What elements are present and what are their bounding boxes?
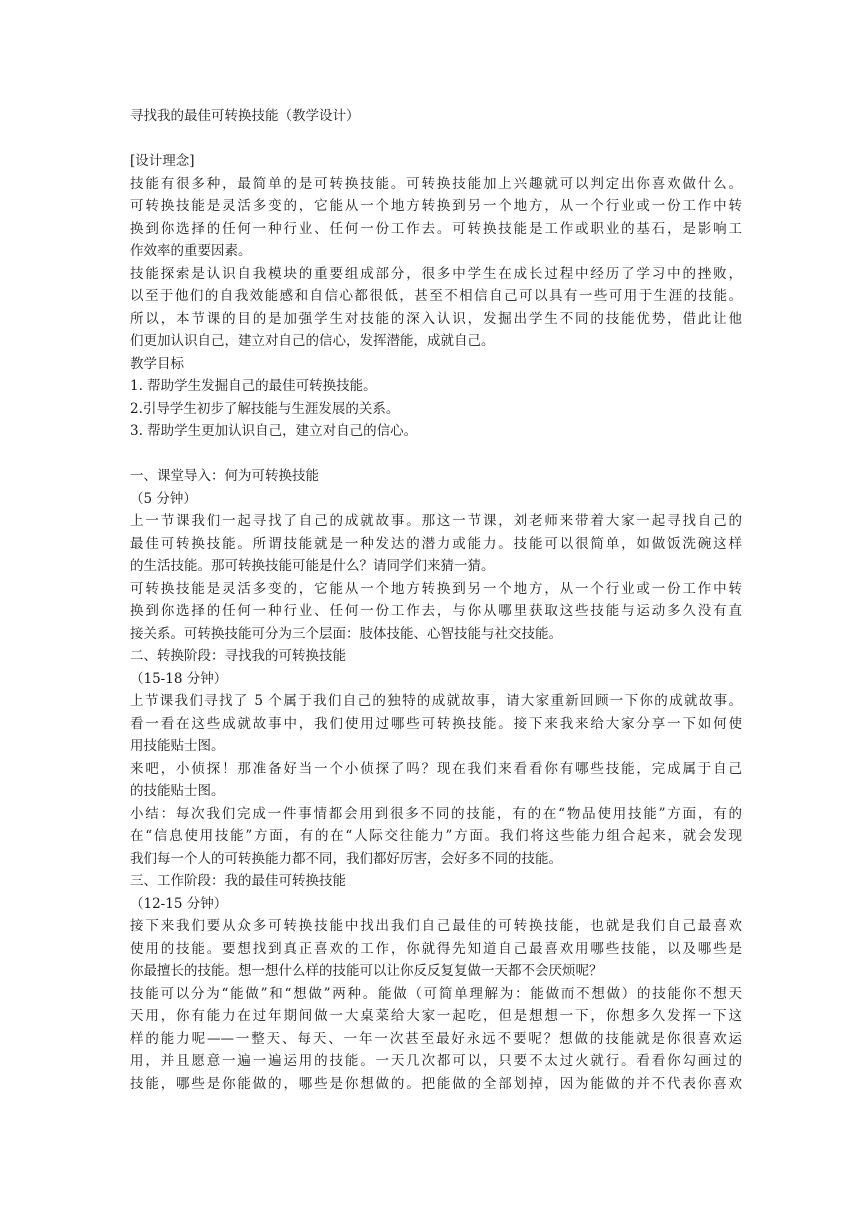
- text-line: 接下来我们要从众多可转换技能中找出我们自己最佳的可转换技能，也就是我们自己最喜欢: [130, 918, 742, 934]
- text-line: 技能，哪些是你能做的，哪些是你想做的。把能做的全部划掉，因为能做的并不代表你喜欢: [130, 1075, 742, 1092]
- text-line: 所以，本节课的目的是加强学生对技能的深入认识，发掘出学生不同的技能优势，借此让他: [130, 310, 742, 327]
- text-line: 上节课我们寻找了 5 个属于我们自己的独特的成就故事，请大家重新回顾一下你的成就故事。: [130, 693, 742, 709]
- text-line: 接关系。可转换技能可分为三个层面：肢体技能、心智技能与社交技能。: [130, 625, 562, 642]
- text-line: 一、课堂导入：何为可转换技能: [130, 468, 319, 484]
- text-line: 3. 帮助学生更加认识自己，建立对自己的信心。: [130, 423, 418, 439]
- text-line: 最佳可转换技能。所谓技能就是一种发达的潜力或能力。技能可以很简单，如做饭洗碗这样: [130, 535, 742, 552]
- text-line: （12-15 分钟）: [130, 895, 228, 912]
- text-line: 三、工作阶段：我的最佳可转换技能: [130, 873, 346, 889]
- text-line: 技能有很多种，最简单的是可转换技能。可转换技能加上兴趣就可以判定出你喜欢做什么。: [130, 175, 742, 192]
- text-line: （15-18 分钟）: [130, 670, 228, 687]
- text-line: 们更加认识自己，建立对自己的信心，发挥潜能，成就自己。: [130, 333, 495, 349]
- text-line: 教学目标: [130, 355, 184, 372]
- text-line: 在“信息使用技能”方面，有的在“人际交往能力”方面。我们将这些能力组合起来，就会发现: [130, 828, 742, 844]
- text-line: （5 分钟）: [130, 490, 197, 507]
- text-line: 你最擅长的技能。想一想什么样的技能可以让你反反复复做一天都不会厌烦呢？: [130, 963, 603, 979]
- text-line: 用，并且愿意一遍一遍运用的技能。一天几次都可以，只要不太过火就行。看看你勾画过的: [130, 1053, 742, 1069]
- text-line: 上一节课我们一起寻找了自己的成就故事。那这一节课，刘老师来带着大家一起寻找自己的: [130, 513, 742, 529]
- text-line: 天用，你有能力在过年期间做一大桌菜给大家一起吃，但是想想一下，你想多久发挥一下这: [130, 1008, 742, 1024]
- text-line: 换到你选择的任何一种行业、任何一份工作去。可转换技能是工作或职业的基石，是影响工: [130, 220, 742, 237]
- text-line: 小结：每次我们完成一件事情都会用到很多不同的技能，有的在“物品使用技能”方面，有的: [130, 805, 742, 822]
- text-line: 作效率的重要因素。: [130, 243, 252, 259]
- text-line: 用技能贴士图。: [130, 738, 225, 754]
- text-line: 换到你选择的任何一种行业、任何一份工作去，与你从哪里获取这些技能与运动多久没有直: [130, 603, 742, 619]
- document-body: [130, 128, 742, 1096]
- text-line: 的生活技能。那可转换技能可能是什么？请同学们来猜一猜。: [130, 558, 495, 574]
- blank-line: [130, 443, 742, 466]
- text-line: 我们每一个人的可转换能力都不同，我们都好厉害，会好多不同的技能。: [130, 850, 562, 867]
- text-line: 样的能力呢——一整天、每天、一年一次甚至最好永远不要呢？想做的技能就是你很喜欢运: [130, 1030, 742, 1047]
- text-line: [设计理念]: [130, 153, 195, 169]
- text-line: 2.引导学生初步了解技能与生涯发展的关系。: [130, 400, 400, 417]
- document-page: [130, 105, 742, 1095]
- text-line: 技能探索是认识自我模块的重要组成部分，很多中学生在成长过程中经历了学习中的挫败，: [130, 265, 742, 282]
- document-title: 寻找我的最佳可转换技能（教学设计）: [130, 108, 360, 124]
- text-line: 使用的技能。要想找到真正喜欢的工作，你就得先知道自己最喜欢用哪些技能，以及哪些是: [130, 940, 742, 957]
- text-line: 来吧，小侦探！那准备好当一个小侦探了吗？现在我们来看看你有哪些技能，完成属于自己: [130, 760, 742, 777]
- text-line: 以至于他们的自我效能感和自信心都很低，甚至不相信自己可以具有一些可用于生涯的技能。: [130, 288, 742, 304]
- text-line: 可转换技能是灵活多变的，它能从一个地方转换到另一个地方，从一个行业或一份工作中转: [130, 580, 742, 597]
- text-line: 技能可以分为“能做”和“想做”两种。能做（可简单理解为：能做而不想做）的技能你不想天: [130, 985, 742, 1002]
- text-line: 看一看在这些成就故事中，我们使用过哪些可转换技能。接下来我来给大家分享一下如何使: [130, 715, 742, 732]
- text-line: 二、转换阶段：寻找我的可转换技能: [130, 648, 346, 664]
- text-line: 1. 帮助学生发掘自己的最佳可转换技能。: [130, 378, 377, 394]
- text-line: 的技能贴士图。: [130, 783, 225, 799]
- blank-line: [130, 128, 742, 151]
- text-line: 可转换技能是灵活多变的，它能从一个地方转换到另一个地方，从一个行业或一份工作中转: [130, 198, 742, 214]
